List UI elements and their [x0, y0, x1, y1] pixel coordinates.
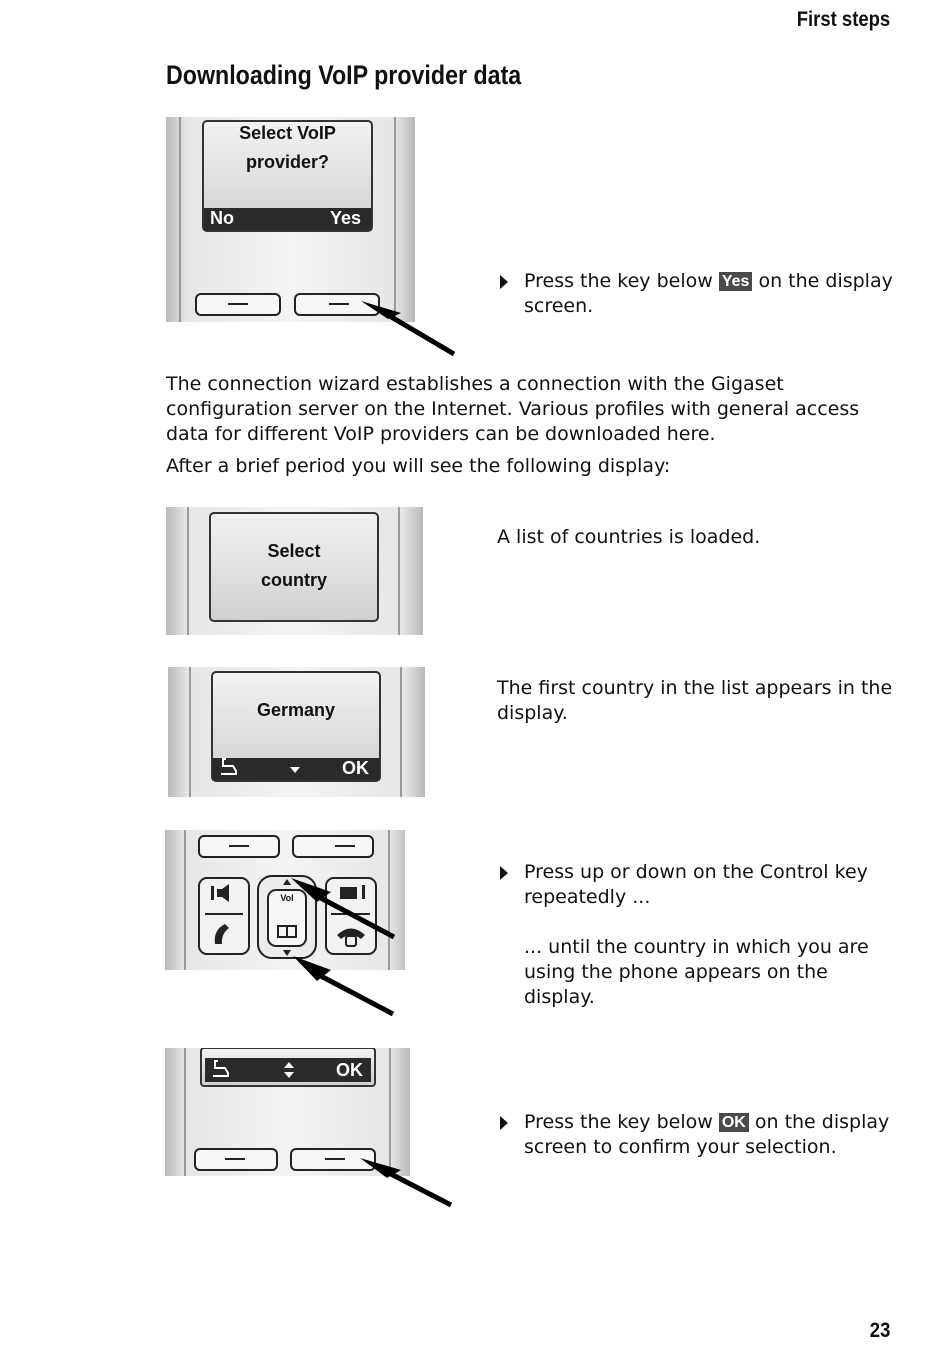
phone-illustration-confirm [165, 1048, 460, 1210]
display-line-2: provider? [245, 152, 329, 172]
wizard-paragraph: The connection wizard establishes a connection with the Gigaset configuration server on the Internet. Various profiles with general access data for different VoIP providers can be downloaded here. [166, 373, 860, 445]
softkey-left-label: No [210, 208, 234, 228]
page-title: Downloading VoIP provider data [166, 60, 522, 90]
instruction-step-control-key [497, 860, 924, 910]
page-number: 23 [869, 1319, 890, 1342]
bullet-icon [500, 275, 508, 289]
down-arrow-icon [289, 765, 301, 775]
instruction-text-end: on the display screen to confirm your selection. [524, 1111, 890, 1158]
bullet-icon [500, 1116, 508, 1130]
softkey-right-label: OK [336, 1060, 363, 1080]
first-country-note: The first country in the list appears in the display. [497, 677, 893, 724]
display-line-1: Select VoIP [239, 123, 336, 143]
display-line-2: country [260, 570, 327, 590]
phone-illustration-select-country [166, 507, 426, 637]
key-chip-ok: OK [719, 1113, 749, 1132]
instruction-text-end: on the display screen. [524, 270, 893, 317]
softkey-right-label: OK [342, 758, 369, 778]
section-header: First steps [796, 8, 890, 31]
back-arrow-icon [211, 1059, 231, 1079]
softkey-bar [213, 758, 379, 780]
softkey-bar [204, 208, 371, 230]
country-list-note: A list of countries is loaded. [497, 526, 761, 548]
phone-keypad-graphic [165, 830, 405, 1020]
softkey-bar [205, 1058, 371, 1082]
key-chip-yes: Yes [719, 272, 753, 291]
instruction-step-1 [497, 269, 924, 319]
bullet-icon [500, 866, 508, 880]
display-country: Germany [256, 700, 336, 720]
display-line-1: Select [267, 541, 321, 561]
back-arrow-icon [219, 757, 239, 777]
instruction-step-confirm [497, 1110, 924, 1160]
phone-illustration-provider [166, 117, 466, 357]
instruction-continuation: ... until the country in which you are using the phone appears on the display. [524, 936, 869, 1008]
instruction-text: Press up or down on the Control key repeatedly ... [524, 861, 868, 908]
instruction-text: Press the key below [524, 270, 713, 292]
instruction-text: Press the key below [524, 1111, 713, 1133]
vol-key-label: Vol [280, 893, 294, 903]
phone-illustration-germany [168, 667, 428, 799]
after-text: After a brief period you will see the following display: [166, 455, 671, 477]
softkey-right-label: Yes [329, 208, 361, 228]
up-down-arrows-icon [283, 1061, 295, 1079]
phone-illustration-control-key [165, 830, 405, 1020]
